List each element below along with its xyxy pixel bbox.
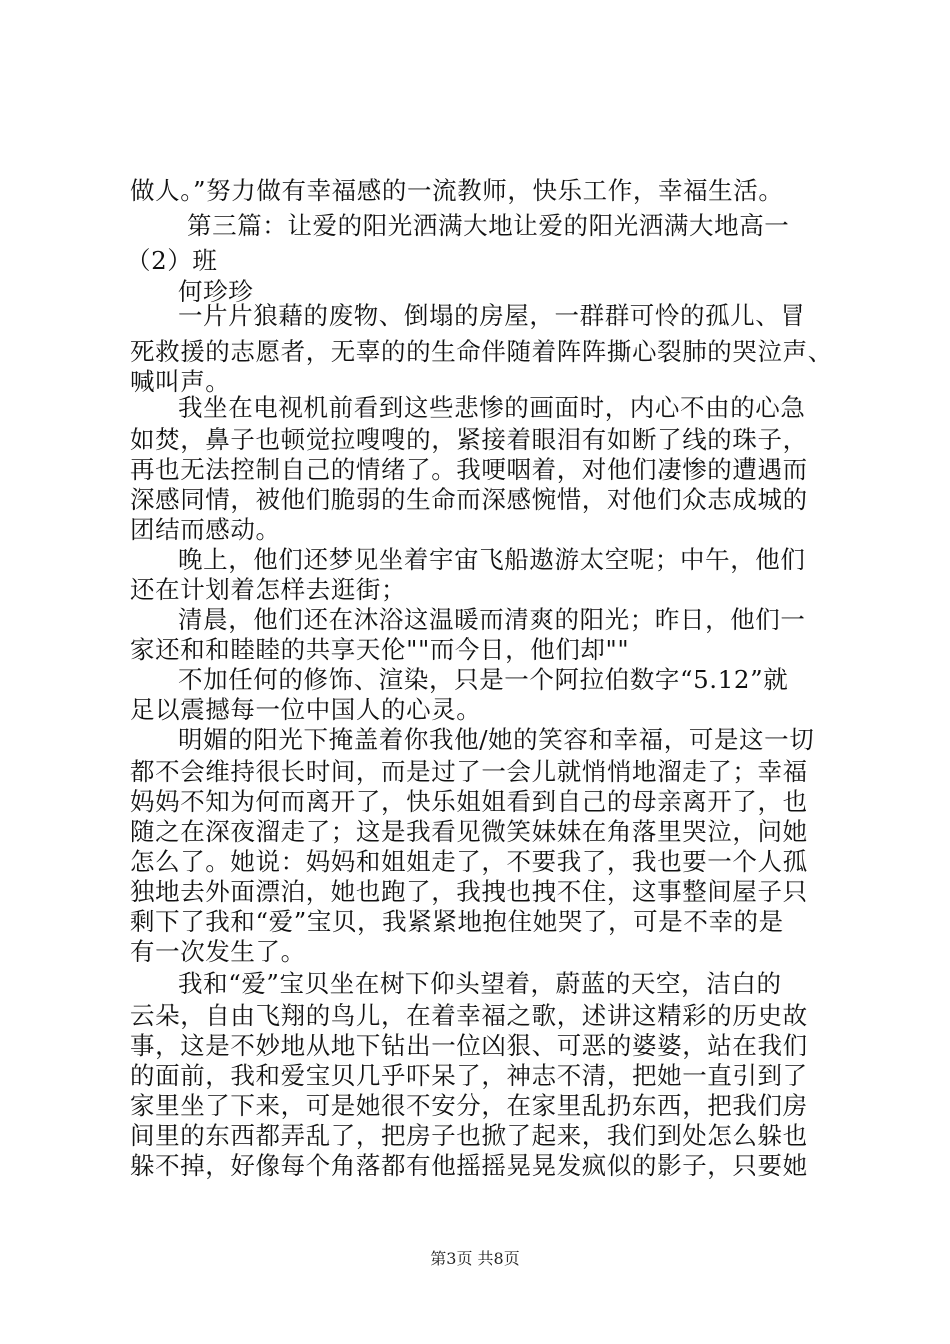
section-heading: 第三篇：让爱的阳光洒满大地让爱的阳光洒满大地高一: [187, 211, 790, 240]
text-line: 云朵，自由飞翔的鸟儿，在着幸福之歌，述讲这精彩的历史故: [130, 1001, 808, 1030]
text-line: 足以震撼每一位中国人的心灵。: [130, 695, 482, 724]
text-line: 间里的东西都弄乱了，把房子也掀了起来，我们到处怎么躲也: [130, 1121, 808, 1150]
text-line: 喊叫声。: [130, 367, 231, 396]
text-line: 不加任何的修饰、渲染，只是一个阿拉伯数字“5.12”就: [178, 665, 789, 694]
text-line: 躲不掉，好像每个角落都有他摇摇晃晃发疯似的影子，只要她: [130, 1151, 808, 1180]
text-line: 的面前，我和爱宝贝几乎吓呆了，神志不清，把她一直引到了: [130, 1061, 808, 1090]
text-line: 死救援的志愿者，无辜的的生命伴随着阵阵撕心裂肺的哭泣声、: [130, 337, 833, 366]
text-line: 明媚的阳光下掩盖着你我他/她的笑容和幸福，可是这一切: [178, 725, 815, 754]
text-line: 有一次发生了。: [130, 937, 306, 966]
author-name: 何珍珍: [178, 277, 254, 306]
text-line: 如焚，鼻子也顿觉拉嗖嗖的，紧接着眼泪有如断了线的珠子，: [130, 425, 808, 454]
text-line: 剩下了我和“爱”宝贝，我紧紧地抱住她哭了，可是不幸的是: [130, 907, 784, 936]
text-line: 怎么了。她说：妈妈和姐姐走了，不要我了，我也要一个人孤: [130, 847, 808, 876]
page-number-footer: 第3页 共8页: [430, 1249, 520, 1268]
text-line: 还在计划着怎样去逛街；: [130, 575, 407, 604]
text-line: 做人。”努力做有幸福感的一流教师，快乐工作，幸福生活。: [130, 176, 784, 205]
text-line: 家里坐了下来，可是她很不安分，在家里乱扔东西，把我们房: [130, 1091, 808, 1120]
text-line: 深感同情，被他们脆弱的生命而深感惋惜，对他们众志成城的: [130, 485, 808, 514]
text-line: 事，这是不妙地从地下钻出一位凶狠、可恶的婆婆，站在我们: [130, 1031, 808, 1060]
text-line: 独地去外面漂泊，她也跑了，我拽也拽不住，这事整间屋子只: [130, 877, 808, 906]
text-line: 家还和和睦睦的共享天伦""而今日，他们却"": [130, 635, 630, 664]
text-line: 我坐在电视机前看到这些悲惨的画面时，内心不由的心急: [178, 393, 806, 422]
text-line: 团结而感动。: [130, 515, 281, 544]
text-line: 我和“爱”宝贝坐在树下仰头望着，蔚蓝的天空，洁白的: [178, 969, 782, 998]
text-line: 再也无法控制自己的情绪了。我哽咽着，对他们凄惨的遭遇而: [130, 455, 808, 484]
text-line: 清晨，他们还在沐浴这温暖而清爽的阳光；昨日，他们一: [178, 605, 806, 634]
text-line: 都不会维持很长时间，而是过了一会儿就悄悄地溜走了；幸福: [130, 757, 808, 786]
text-line: 一片片狼藉的废物、倒塌的房屋，一群群可怜的孤儿、冒: [178, 301, 806, 330]
section-heading-continued: （2）班: [126, 246, 218, 275]
text-line: 晚上，他们还梦见坐着宇宙飞船遨游太空呢；中午，他们: [178, 545, 806, 574]
text-line: 随之在深夜溜走了；这是我看见微笑妹妹在角落里哭泣，问她: [130, 817, 808, 846]
text-line: 妈妈不知为何而离开了，快乐姐姐看到自己的母亲离开了，也: [130, 787, 808, 816]
